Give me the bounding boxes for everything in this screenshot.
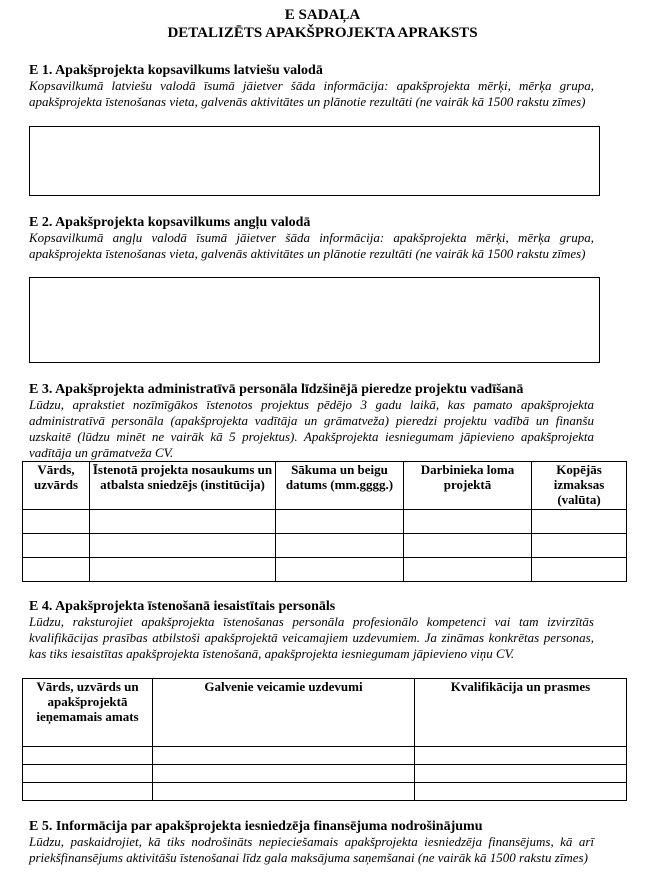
table-cell[interactable] <box>23 558 90 582</box>
e4-col-tasks: Galvenie veicamie uzdevumi <box>153 679 415 747</box>
table-cell[interactable] <box>276 534 404 558</box>
table-row <box>23 765 627 783</box>
e1-heading: E 1. Apakšprojekta kopsavilkums latviešu valodā <box>29 63 323 78</box>
table-cell[interactable] <box>153 747 415 765</box>
table-cell[interactable] <box>404 534 532 558</box>
table-cell[interactable] <box>415 783 627 801</box>
table-cell[interactable] <box>23 510 90 534</box>
e5-heading: E 5. Informācija par apakšprojekta iesniedzēja finansējuma nodrošinājumu <box>29 819 483 834</box>
e3-col-costs: Kopējās izmaksas (valūta) <box>532 462 627 510</box>
e4-col-name-position: Vārds, uzvārds un apakšprojektā ieņemamais amats <box>23 679 153 747</box>
e1-instructions: Kopsavilkumā latviešu valodā īsumā jāietver šāda informācija: apakšprojekta mērķi, mērķa grupa, apakšprojekta īstenošanas vieta, galvenās aktivitātes un plānotie rezultāti (ne vairāk kā 1500 rakstu zīmes) <box>29 78 594 109</box>
e4-personnel-table <box>22 678 627 801</box>
table-row <box>23 747 627 765</box>
e4-col-qualification: Kvalifikācija un prasmes <box>415 679 627 747</box>
e3-col-role: Darbinieka loma projektā <box>404 462 532 510</box>
table-cell[interactable] <box>90 510 276 534</box>
e2-instructions: Kopsavilkumā angļu valodā īsumā jāietver šāda informācija: apakšprojekta mērķi, mērķa grupa, apakšprojekta īstenošanas vieta, galvenās aktivitātes un plānotie rezultāti (ne vairāk kā 1500 rakstu zīmes) <box>29 230 594 261</box>
table-cell[interactable] <box>532 510 627 534</box>
e4-heading: E 4. Apakšprojekta īstenošanā iesaistītais personāls <box>29 599 336 614</box>
e3-col-dates: Sākuma un beigu datums (mm.gggg.) <box>276 462 404 510</box>
table-cell[interactable] <box>90 534 276 558</box>
section-subtitle: DETALIZĒTS APAKŠPROJEKTA APRAKSTS <box>167 25 478 41</box>
table-cell[interactable] <box>404 510 532 534</box>
table-cell[interactable] <box>415 765 627 783</box>
e3-col-project: Īstenotā projekta nosaukums un atbalsta sniedzējs (institūcija) <box>90 462 276 510</box>
table-cell[interactable] <box>153 783 415 801</box>
table-row <box>23 783 627 801</box>
section-title: E SADAĻA <box>284 7 361 23</box>
e1-answer-box[interactable] <box>29 126 600 196</box>
table-cell[interactable] <box>23 765 153 783</box>
table-cell[interactable] <box>404 558 532 582</box>
table-row <box>23 534 627 558</box>
table-cell[interactable] <box>23 783 153 801</box>
table-cell[interactable] <box>90 558 276 582</box>
table-cell[interactable] <box>23 534 90 558</box>
e3-instructions: Lūdzu, aprakstiet nozīmīgākos īstenotos projektus pēdējo 3 gadu laikā, kas pamato apakšprojekta administratīvā personāla (apakšprojekta vadītāja un grāmatveža) pieredzi projektu vadībā un finanšu uzskaitē (lūdzu minēt ne vairāk kā 5 projektus). Apakšprojekta iesniegumam jāpievieno apakšprojekta vadītāja un grāmatveža CV. <box>29 397 594 460</box>
table-cell[interactable] <box>532 558 627 582</box>
table-row <box>23 558 627 582</box>
table-cell[interactable] <box>532 534 627 558</box>
e2-answer-box[interactable] <box>29 277 600 363</box>
table-cell[interactable] <box>153 765 415 783</box>
e3-heading: E 3. Apakšprojekta administratīvā personāla līdzšinējā pieredze projektu vadīšanā <box>29 382 524 397</box>
table-cell[interactable] <box>276 558 404 582</box>
table-row <box>23 510 627 534</box>
e3-col-name: Vārds, uzvārds <box>23 462 90 510</box>
table-cell[interactable] <box>23 747 153 765</box>
table-cell[interactable] <box>415 747 627 765</box>
table-cell[interactable] <box>276 510 404 534</box>
e5-instructions: Lūdzu, paskaidrojiet, kā tiks nodrošināts nepieciešamais apakšprojekta iesniedzēja finansējums, kā arī priekšfinansējums aktivitāšu īstenošanai līdz gala maksājuma saņemšanai (ne vairāk kā 1500 rakstu zīmes) <box>29 834 594 865</box>
e3-experience-table <box>22 461 627 582</box>
e4-instructions: Lūdzu, raksturojiet apakšprojekta īstenošanas personāla profesionālo kompetenci vai tam izvirzītās kvalifikācijas prasības atbilstoši apakšprojektā veicamajiem uzdevumiem. Ja zināmas konkrētas personas, kas tiks iesaistītas apakšprojekta īstenošanā, apakšprojekta iesniegumam jāpievieno viņu CV. <box>29 614 594 661</box>
e2-heading: E 2. Apakšprojekta kopsavilkums angļu valodā <box>29 215 311 230</box>
